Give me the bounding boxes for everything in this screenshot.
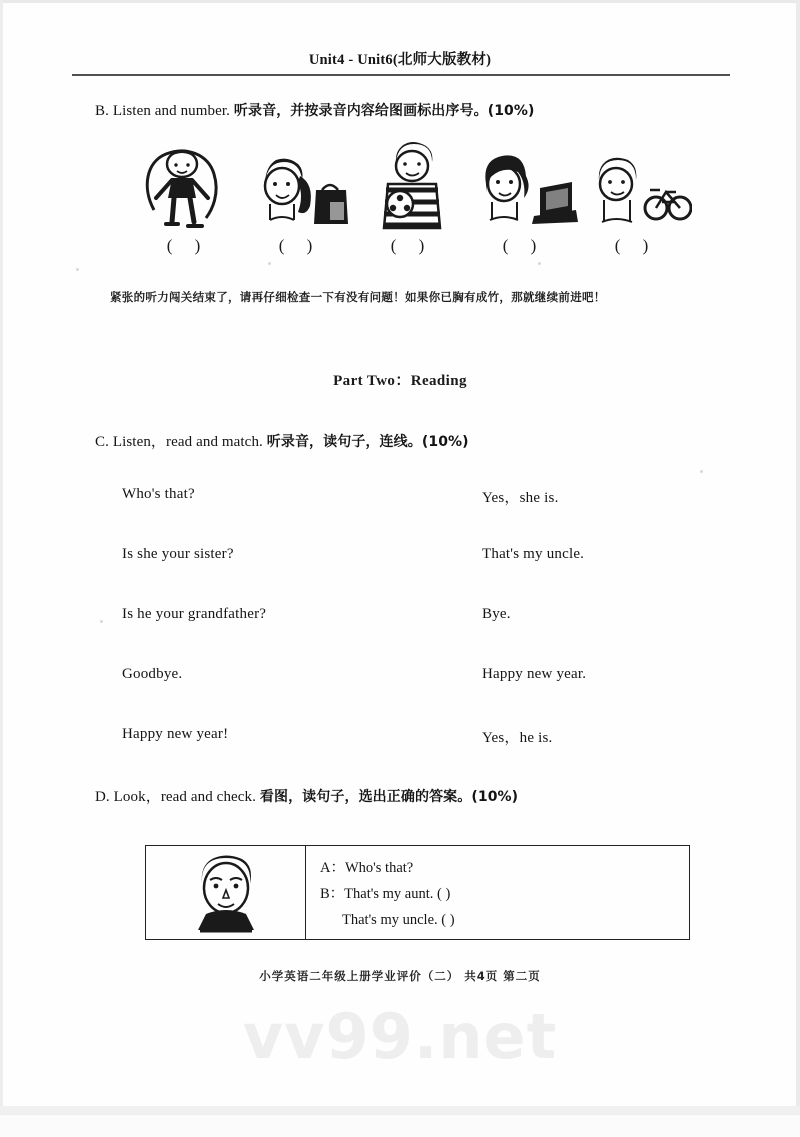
section-c-instruction-cn: 听录音，读句子，连线。(10%)	[266, 434, 469, 450]
answer-bracket-1[interactable]: ( )	[166, 236, 210, 255]
page-footer: 小学英语二年级上册学业评价（二） 共4页 第二页	[259, 969, 541, 983]
section-b-label: B.	[95, 103, 109, 119]
scan-speckle	[538, 262, 541, 265]
boy-portrait-icon	[176, 852, 276, 934]
girl-with-bag-icon	[244, 140, 356, 235]
answer-bracket-3[interactable]: ( )	[390, 236, 434, 255]
dialogue-text-c: That's my uncle.	[342, 912, 438, 928]
scan-speckle	[700, 470, 703, 473]
dialogue-speaker-a: A：	[320, 860, 345, 876]
dialogue-speaker-b: B：	[320, 886, 345, 902]
part-two-heading: Part Two：Reading	[333, 373, 467, 389]
dialogue-line-a	[320, 855, 689, 881]
boy-with-bicycle-icon	[580, 140, 692, 235]
dialogue-text-a: Who's that?	[344, 860, 414, 876]
section-b-instruction-en: Listen and number.	[112, 103, 231, 119]
answer-bracket-5[interactable]: ( )	[614, 236, 658, 255]
matching-left-item[interactable]: Goodbye.	[122, 666, 183, 682]
girl-jumping-rope-icon	[132, 140, 244, 235]
matching-right-item[interactable]: Bye.	[482, 606, 511, 622]
scan-edge-bottom	[0, 1114, 800, 1137]
section-b-instruction	[95, 100, 535, 120]
matching-left-item[interactable]: Happy new year!	[122, 726, 229, 742]
answer-bracket-4[interactable]: ( )	[502, 236, 546, 255]
section-d-label: D.	[95, 789, 110, 805]
matching-right-item[interactable]: Yes，she is.	[482, 490, 559, 506]
section-d-picture-cell	[146, 846, 306, 939]
watermark: vv99.net	[242, 1000, 558, 1073]
header-divider	[72, 74, 730, 76]
answer-bracket-2[interactable]: ( )	[278, 236, 322, 255]
picture-item-2	[244, 140, 356, 255]
dialogue-line-b	[320, 881, 689, 907]
section-c-instruction-en: Listen，read and match.	[112, 434, 263, 450]
section-c-instruction	[95, 430, 469, 451]
scan-speckle	[76, 268, 79, 271]
dialogue-line-c	[320, 907, 689, 933]
section-d-instruction-cn: 看图，读句子，选出正确的答案。(10%)	[259, 789, 519, 805]
matching-right-item[interactable]: Happy new year.	[482, 666, 587, 682]
matching-right-item[interactable]: That's my uncle.	[482, 546, 585, 562]
section-b-instruction-cn: 听录音，并按录音内容给图画标出序号。(10%)	[233, 103, 535, 119]
scan-edge-top	[0, 0, 800, 3]
section-c-label: C.	[95, 434, 109, 450]
section-d-dialogue-lines	[306, 846, 689, 939]
section-d-instruction-en: Look，read and check.	[113, 789, 257, 805]
answer-paren-aunt[interactable]: ( )	[437, 886, 451, 902]
picture-item-4	[468, 140, 580, 255]
woman-with-laptop-icon	[468, 140, 580, 235]
scan-speckle	[268, 262, 271, 265]
matching-left-item[interactable]: Is he your grandfather?	[122, 606, 267, 622]
picture-item-1	[132, 140, 244, 255]
dialogue-text-b: That's my aunt.	[344, 886, 434, 902]
encouragement-note: 紧张的听力闯关结束了，请再仔细检查一下有没有问题！如果你已胸有成竹，那就继续前进吧！	[110, 290, 606, 304]
picture-item-5	[580, 140, 692, 255]
matching-left-item[interactable]: Who's that?	[122, 486, 195, 502]
section-d-instruction	[95, 785, 518, 806]
section-d-question-box	[145, 845, 690, 940]
picture-item-3	[356, 140, 468, 255]
section-c-matching-exercise	[0, 486, 800, 756]
boy-with-ball-icon	[356, 140, 468, 235]
matching-left-item[interactable]: Is she your sister?	[122, 546, 234, 562]
answer-paren-uncle[interactable]: ( )	[441, 912, 455, 928]
matching-right-item[interactable]: Yes，he is.	[482, 730, 553, 746]
matching-left-column	[122, 486, 422, 786]
page-title: Unit4 - Unit6(北师大版教材)	[308, 52, 492, 68]
matching-right-column	[482, 486, 762, 786]
section-b-picture-row	[132, 140, 692, 260]
